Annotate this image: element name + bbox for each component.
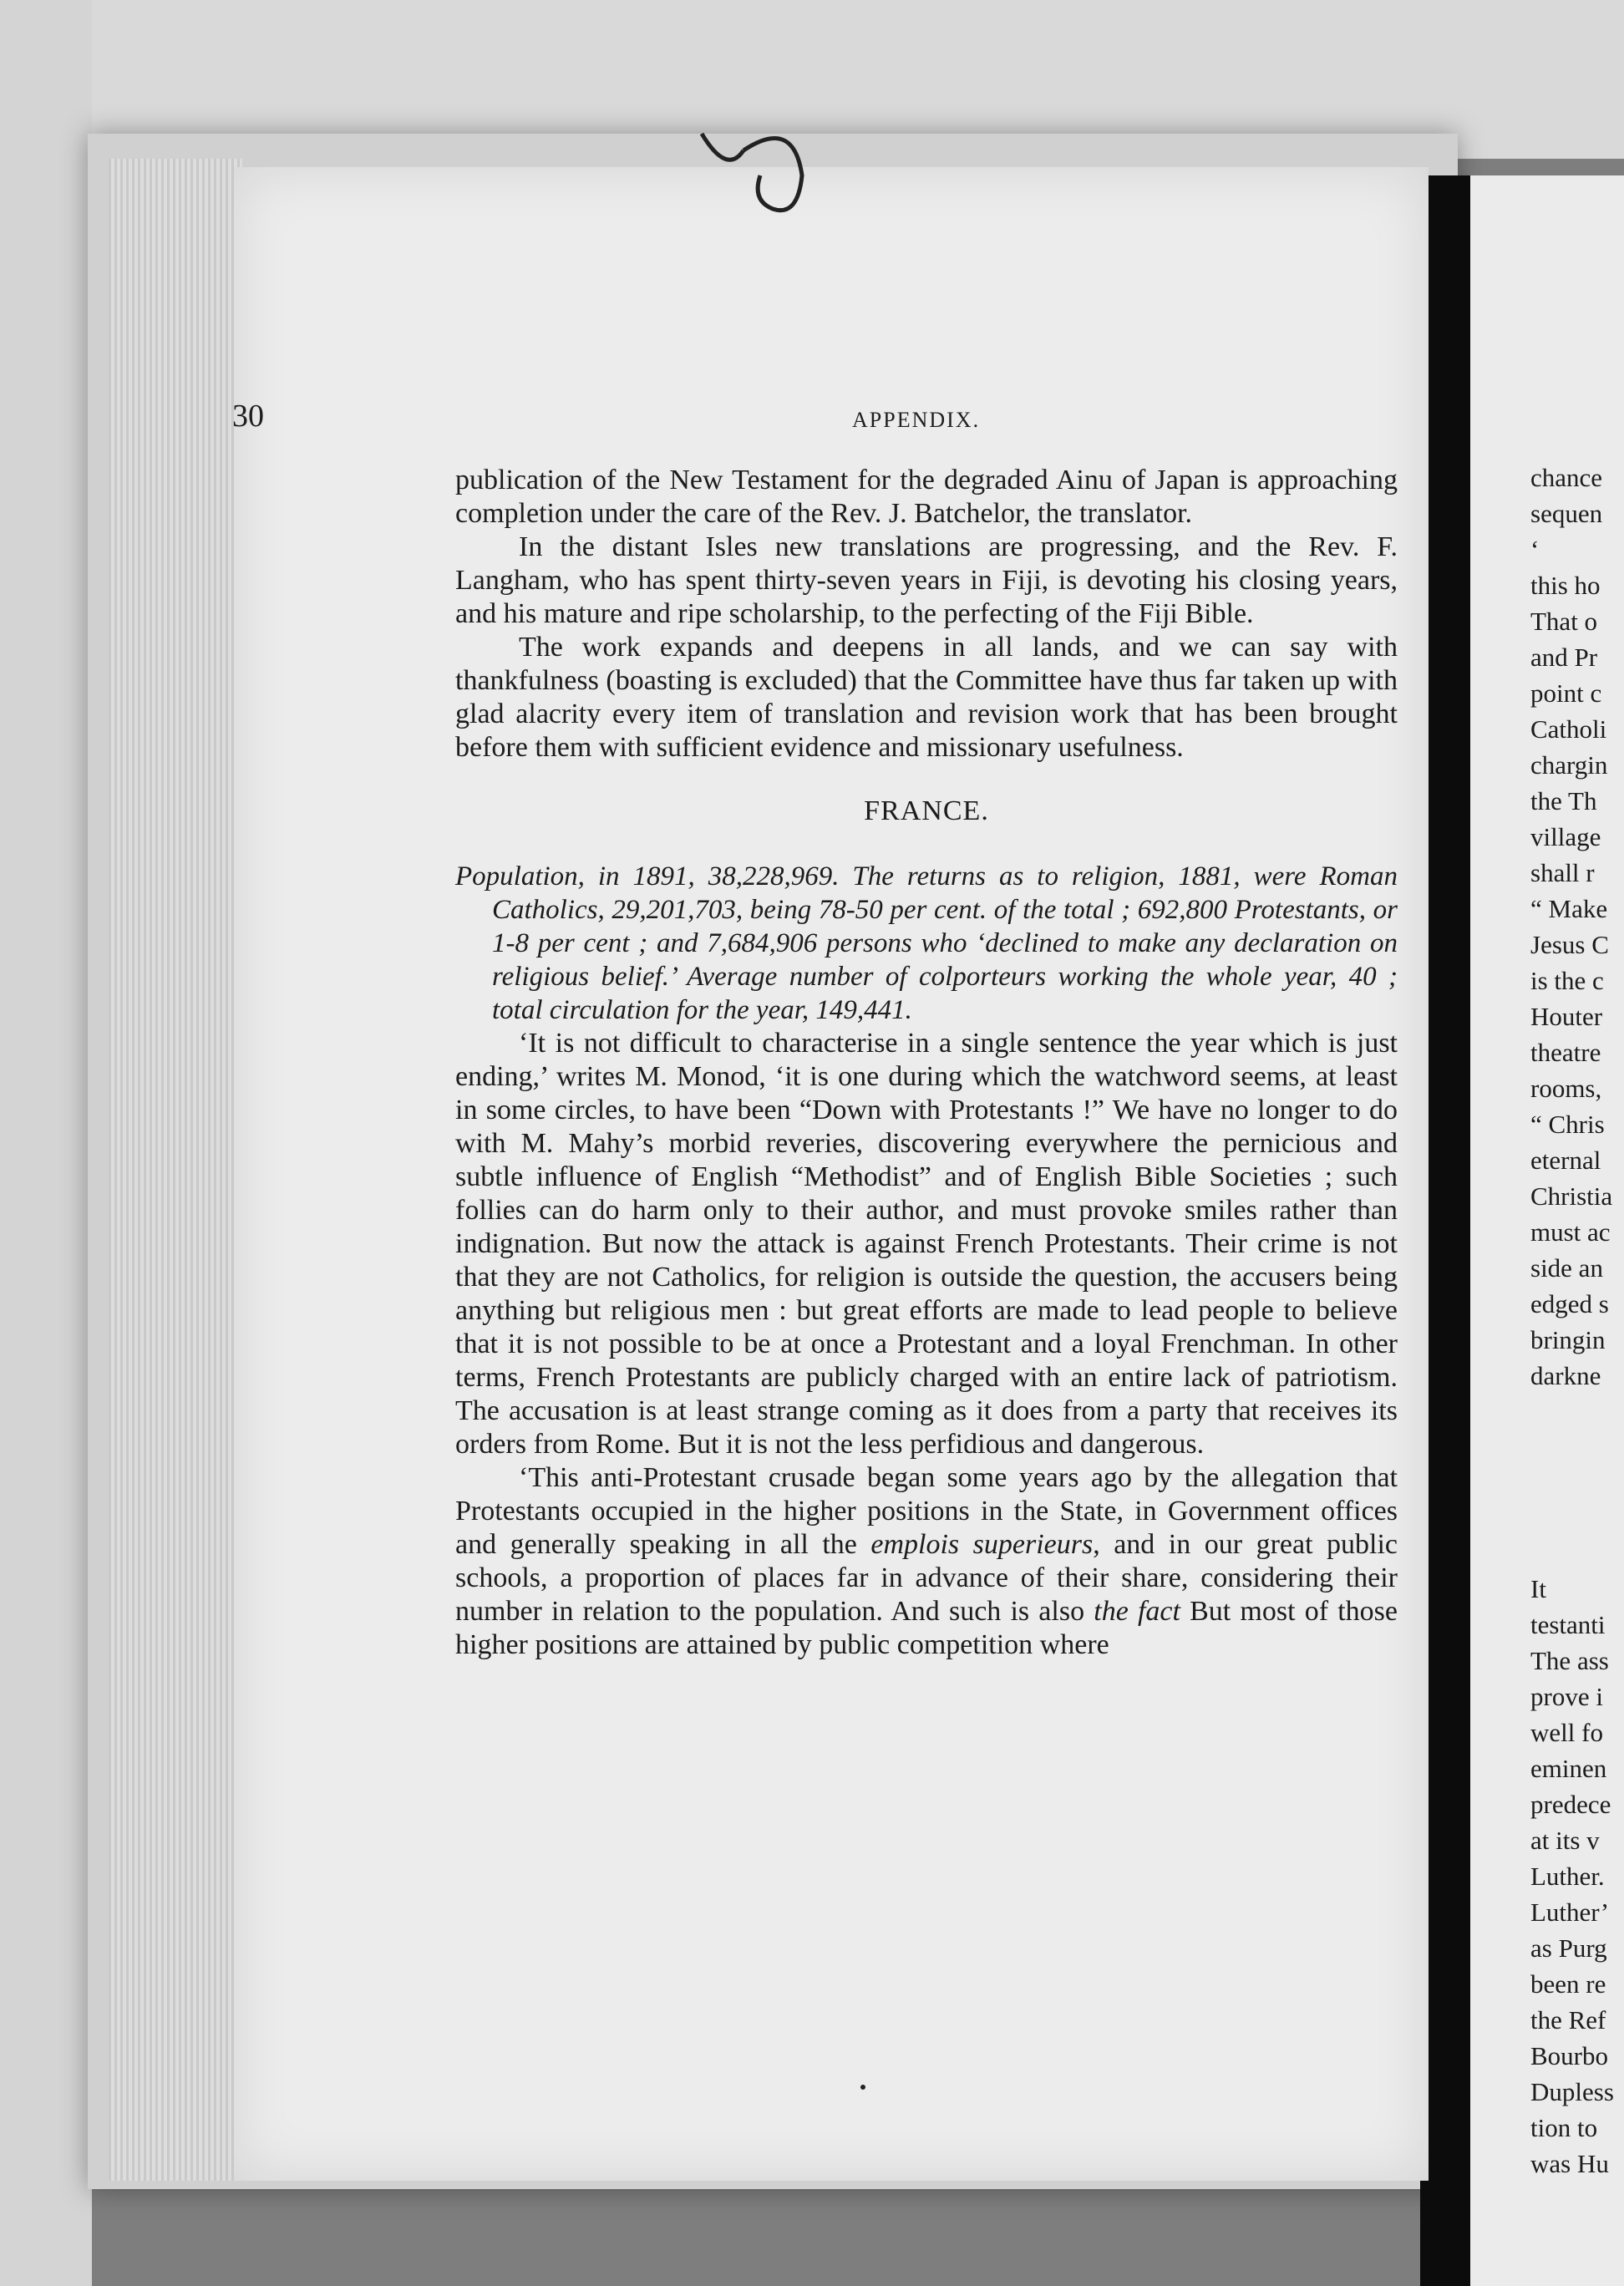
text-column bbox=[455, 464, 1398, 1662]
statistics-block: Population, in 1891, 38,228,969. The returns as to religion, 1881, were Roman Catholics, 29,201,703, being 78-50 per cent. of the total ; 692,800 Protestants, or 1-8 per cent ; and 7,684,906 persons who ‘declined to make any declaration on religious belief.’ Average number of colporteurs working the whole year, 40 ; total circulation for the year, 149,441. bbox=[455, 861, 1398, 1025]
section-heading: FRANCE. bbox=[864, 795, 989, 826]
intro-paragraph: The work expands and deepens in all lands, and we can say with thankfulness (boasting is excluded) that the Committee have thus far taken up with glad alacrity every item of translation and revision work that has been brought before them with sufficient evidence and missionary usefulness. bbox=[455, 632, 1398, 763]
intro-paragraph: publication of the New Testament for the degraded Ainu of Japan is approaching completion under the care of the Rev. J. Batchelor, the translator. bbox=[455, 465, 1398, 529]
facing-page bbox=[1470, 175, 1624, 2286]
page-number: 30 bbox=[232, 399, 264, 434]
running-head: APPENDIX. bbox=[852, 408, 981, 432]
paper-clip-icon bbox=[693, 125, 810, 226]
text-run: ‘This anti-Protestant crusade began some years ago by the allegation that Protestants occupied in the higher positions in the State, in Government offices and generally speaking in all the bbox=[455, 1462, 1398, 1560]
body-paragraph-last bbox=[455, 1461, 1398, 1662]
facing-page-text-bottom: It testanti The ass prove i well fo eminen predece at its v Luther. Luther’ as Purg been re the Ref Bourbo Dupless tion to was Hu bbox=[1530, 1574, 1614, 2178]
italic-run: the fact bbox=[1094, 1596, 1180, 1627]
body-paragraph: ‘It is not difficult to characterise in a single sentence the year which is just ending,’ writes M. Monod, ‘it is one during which the watchword seems, at least in some circles, to have been “Down with Protestants !” We have no longer to do with M. Mahy’s morbid reveries, discovering everywhere the pernicious and subtle influence of English “Methodist” and of English Bible Societies ; such follies can do harm only to their author, and must provoke smiles rather than indignation. But now the attack is against French Protestants. Their crime is not that they are not Catholics, for religion is outside the question, the accusers being anything but religious men : but great efforts are made to lead people to believe that it is not possible to be at once a Protestant and a loyal Frenchman. In other terms, French Protestants are publicly charged with an entire lack of patriotism. The accusation is at least strange coming as it does from a party that receives its orders from Rome. But it is not the less perfidious and dangerous. bbox=[455, 1028, 1398, 1460]
intro-paragraph: In the distant Isles new translations are progressing, and the Rev. F. Langham, who has spent thirty-seven years in Fiji, is devoting his closing years, and his mature and ripe scholarship, to the perfecting of the Fiji Bible. bbox=[455, 531, 1398, 629]
text-run: , and in our great public schools, a proportion of places far in advance of their share, considering their number in relation to the population. And such is also bbox=[455, 1529, 1398, 1627]
text-run: But most of those higher positions are attained by public competition where bbox=[455, 1596, 1398, 1660]
facing-page-text-top: chance sequen ‘ this ho That o and Pr point c Catholi chargin the Th village shall r “ Make Jesus C is the c Houter theatre rooms, “ Chris eternal Christia must ac side an edged s bringin darkne bbox=[1530, 463, 1613, 1390]
background-left bbox=[0, 0, 92, 2286]
italic-run: emplois superieurs bbox=[870, 1529, 1094, 1560]
ink-speck bbox=[860, 2085, 865, 2090]
page-edges bbox=[109, 159, 242, 2181]
